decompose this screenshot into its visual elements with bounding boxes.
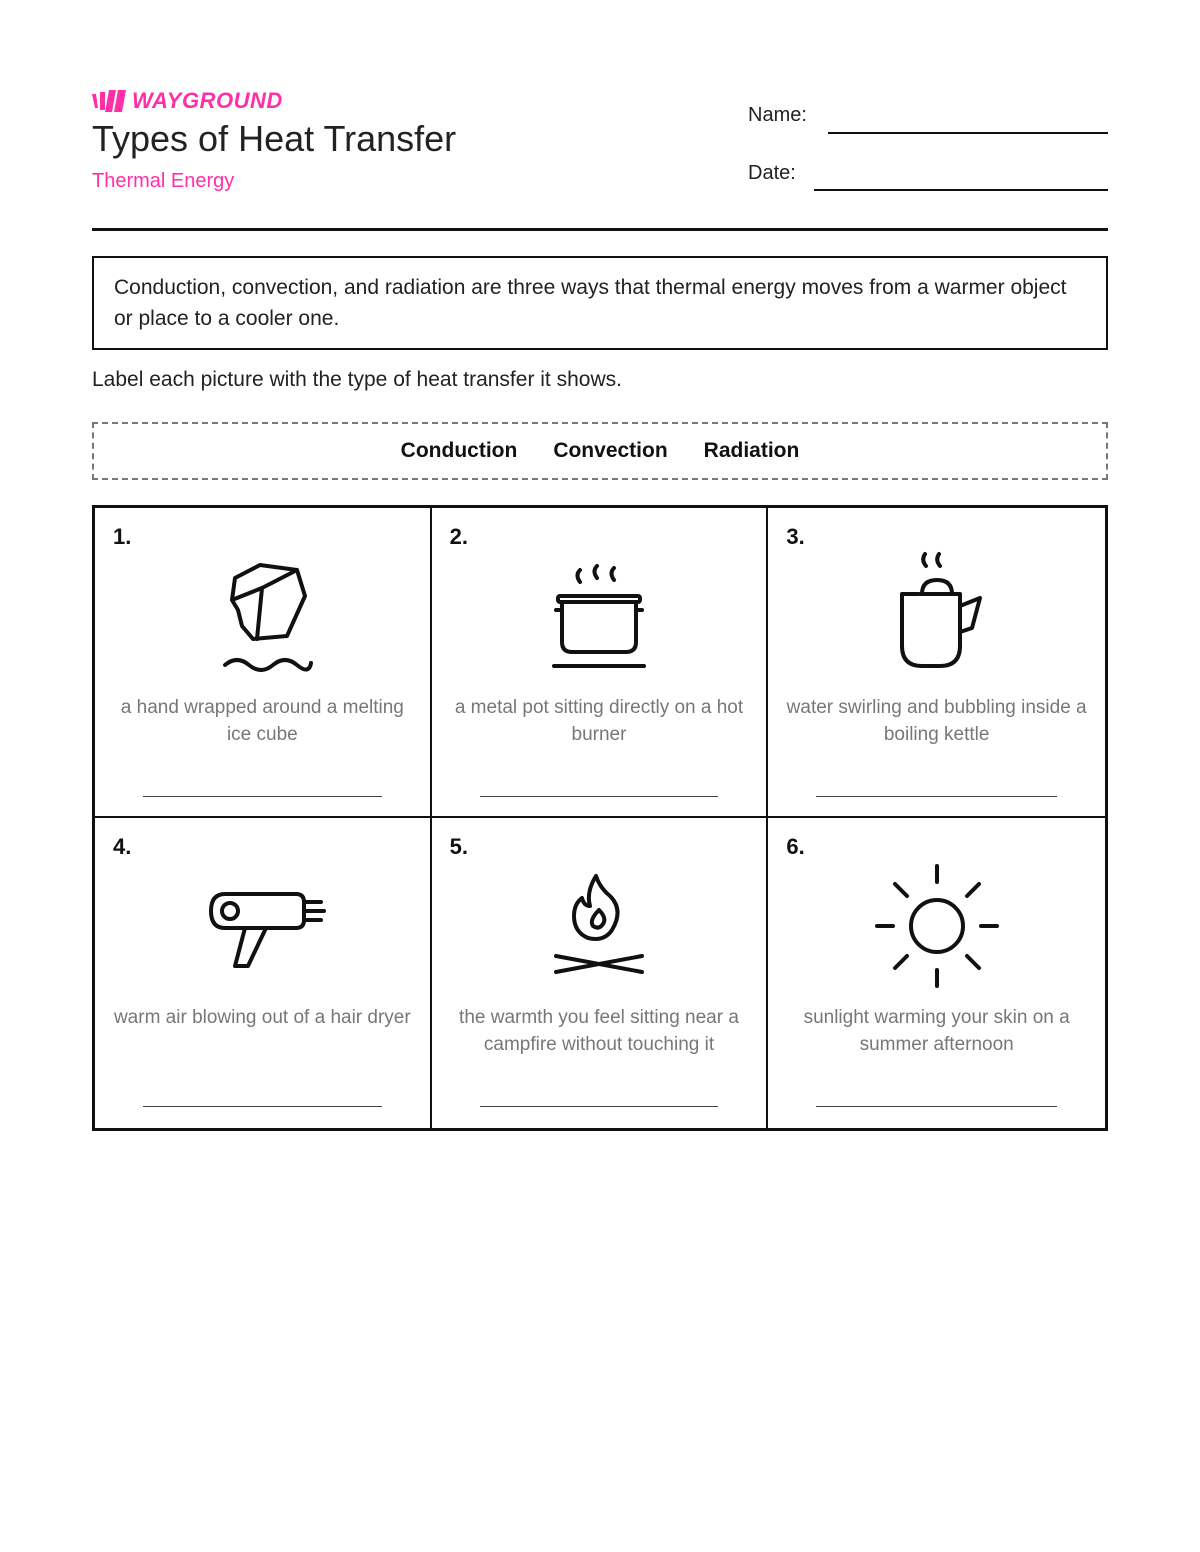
word-bank-item: Radiation <box>703 439 800 462</box>
sun-icon <box>862 858 1012 988</box>
question-description: the warmth you feel sitting near a campfire without touching it <box>459 1007 739 1055</box>
question-grid <box>92 505 1108 1131</box>
instruction-text: Label each picture with the type of heat transfer it shows. <box>92 368 622 391</box>
brand-name: WAYGROUND <box>132 88 283 113</box>
question-description: sunlight warming your skin on a summer afternoon <box>803 1007 1070 1055</box>
word-bank <box>92 422 1108 480</box>
name-field[interactable] <box>828 132 1108 134</box>
question-description: warm air blowing out of a hair dryer <box>113 1007 411 1028</box>
question-card <box>95 818 432 1128</box>
header-divider <box>92 228 1108 231</box>
intro-text: Conduction, convection, and radiation are three ways that thermal energy moves from a warmer object or place to a cooler one. <box>114 276 1067 330</box>
kettle-icon <box>862 548 1012 678</box>
question-card <box>768 508 1105 818</box>
word-bank-item: Conduction <box>400 439 518 462</box>
hair-dryer-icon <box>187 858 337 988</box>
intro-box <box>92 256 1108 350</box>
brand-logo <box>92 88 283 114</box>
name-label: Name: <box>748 104 807 126</box>
answer-line[interactable] <box>480 796 719 797</box>
question-number: 6. <box>786 834 805 859</box>
question-number: 4. <box>113 834 132 859</box>
question-number: 2. <box>449 524 469 549</box>
answer-line[interactable] <box>816 796 1057 797</box>
answer-line[interactable] <box>480 1106 719 1107</box>
campfire-icon <box>524 858 674 988</box>
melting-ice-cube-icon <box>187 548 337 678</box>
question-card <box>768 818 1105 1128</box>
question-card <box>95 508 432 818</box>
answer-line[interactable] <box>143 1106 382 1107</box>
question-card <box>432 508 769 818</box>
date-label: Date: <box>748 162 796 184</box>
question-number: 5. <box>449 834 469 859</box>
wayground-logo-icon <box>92 90 126 112</box>
question-number: 1. <box>113 524 132 549</box>
answer-line[interactable] <box>816 1106 1057 1107</box>
question-description: a metal pot sitting directly on a hot burner <box>454 697 744 745</box>
question-description: a hand wrapped around a melting ice cube <box>120 697 404 745</box>
pot-on-burner-icon <box>524 548 674 678</box>
question-card <box>432 818 769 1128</box>
word-bank-item: Convection <box>553 439 668 462</box>
question-number: 3. <box>786 524 805 549</box>
date-field[interactable] <box>814 189 1108 191</box>
question-description: water swirling and bubbling inside a boiling kettle <box>786 697 1087 745</box>
answer-line[interactable] <box>143 796 382 797</box>
worksheet-subtitle: Thermal Energy <box>92 170 235 192</box>
worksheet-title: Types of Heat Transfer <box>92 118 457 159</box>
